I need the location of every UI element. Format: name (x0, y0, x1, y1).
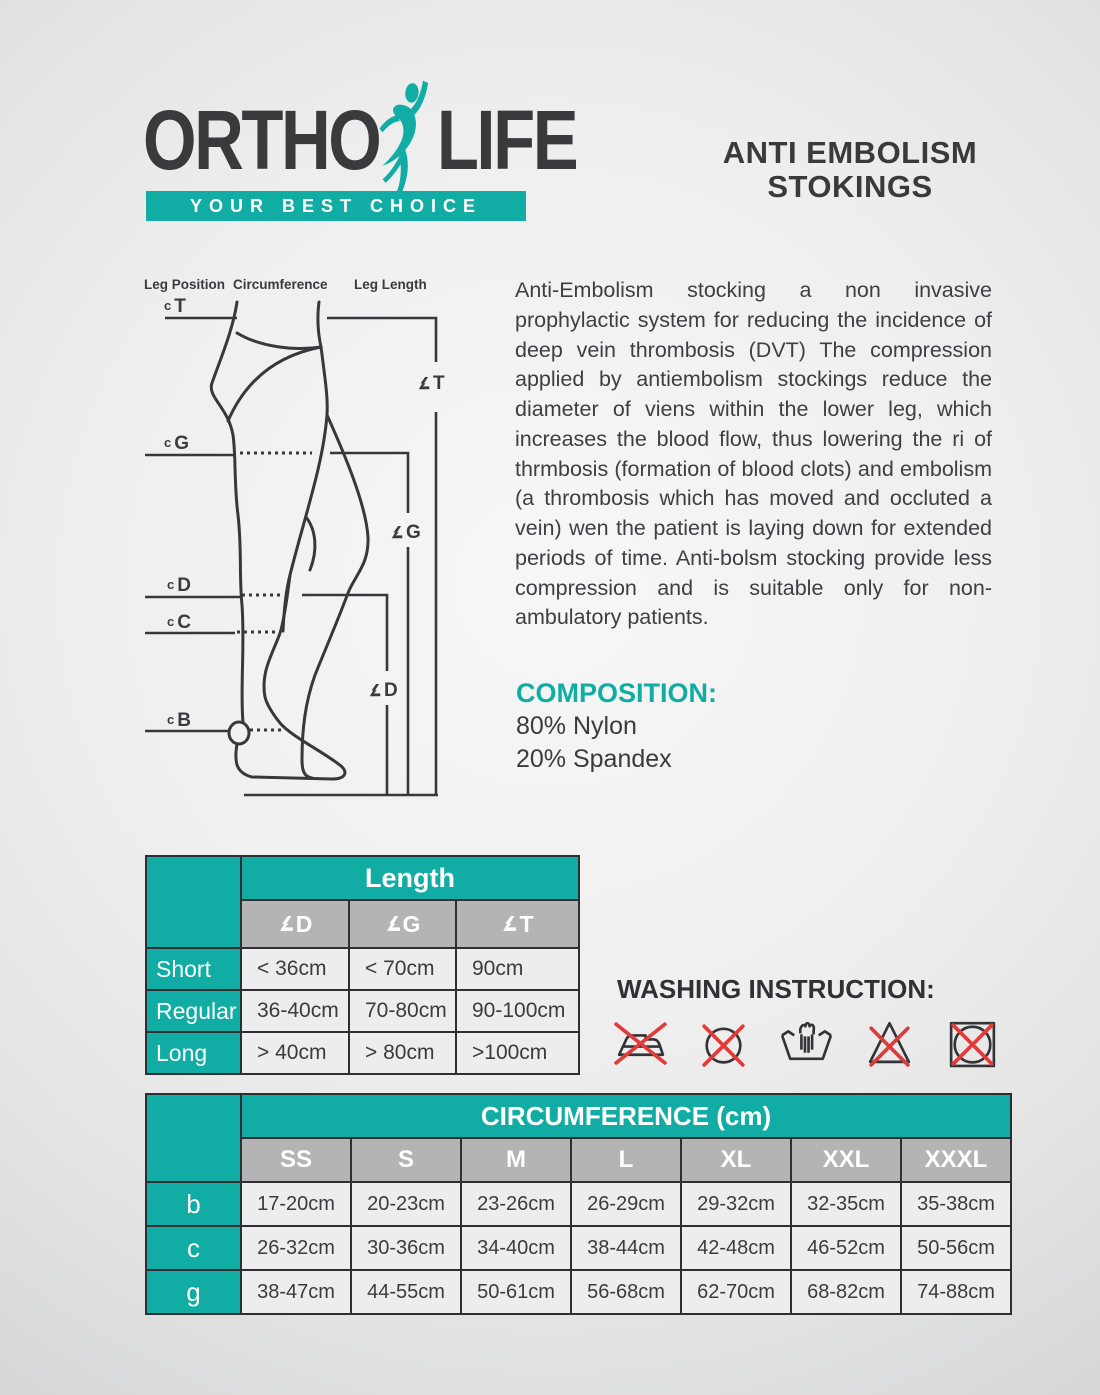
table-cell: 38-47cm (241, 1270, 351, 1314)
row-label-long: Long (146, 1032, 241, 1074)
length-angle-icon (368, 684, 382, 698)
table-cell: > 40cm (241, 1032, 349, 1074)
table-cell: 62-70cm (681, 1270, 791, 1314)
table-cell: 50-61cm (461, 1270, 571, 1314)
table-cell: 50-56cm (901, 1226, 1011, 1270)
table-row (146, 1138, 1011, 1182)
table-cell: 44-55cm (351, 1270, 461, 1314)
table-cell: 35-38cm (901, 1182, 1011, 1226)
table-cell: 90cm (456, 948, 579, 990)
table-row (146, 990, 579, 1032)
table-cell: 26-29cm (571, 1182, 681, 1226)
diagram-col-leg-position: Leg Position (144, 277, 225, 292)
position-label-cb: c B (167, 710, 191, 731)
table-cell: 34-40cm (461, 1226, 571, 1270)
length-table-title: Length (241, 856, 579, 900)
table-cell: 42-48cm (681, 1226, 791, 1270)
length-mark-t: T (417, 373, 445, 395)
table-cell: 70-80cm (349, 990, 456, 1032)
dancing-person-icon (378, 76, 439, 206)
size-col-m: M (461, 1138, 571, 1182)
brand-name-left: ORTHO (143, 93, 380, 187)
do-not-iron-icon (612, 1012, 669, 1069)
do-not-bleach-icon (861, 1012, 918, 1069)
brand-tagline: YOUR BEST CHOICE (189, 195, 483, 216)
table-cell: < 36cm (241, 948, 349, 990)
page-title-line2: STOKINGS (767, 169, 933, 205)
length-col-t: T (456, 900, 579, 948)
length-col-g: G (349, 900, 456, 948)
table-cell: 74-88cm (901, 1270, 1011, 1314)
table-cell: 23-26cm (461, 1182, 571, 1226)
position-label-cc: c C (167, 612, 191, 633)
size-col-ss: SS (241, 1138, 351, 1182)
row-label-short: Short (146, 948, 241, 990)
brand-name-right: LIFE (436, 93, 577, 187)
position-label-ct: c T (164, 296, 186, 317)
length-angle-icon (417, 377, 431, 391)
table-cell: 36-40cm (241, 990, 349, 1032)
product-description: Anti-Embolism stocking a non invasive prophylactic system for reducing the incidence of deep vein thrombosis (DVT) The compression applied by antiembolism stockings reduce the diameter of viens within the lower leg, which increases the blood flow, thus lowering the ri of thrmbosis (formation of blood clots) and embolism (a thrombosis which has moved and occluted a vein) wen the patient is laying down for extended periods of time. Anti-bolsm stocking provide less compression and is suitable only for non-ambulatory patients. (515, 278, 992, 630)
position-label-cd: c D (167, 575, 191, 596)
washing-icons (612, 1012, 1001, 1069)
table-cell: 90-100cm (456, 990, 579, 1032)
length-table (145, 855, 580, 1075)
size-col-s: S (351, 1138, 461, 1182)
do-not-dry-clean-icon (695, 1012, 752, 1069)
table-row (146, 1182, 1011, 1226)
composition-heading: COMPOSITION: (516, 678, 717, 708)
circumference-table-corner (146, 1094, 241, 1182)
page-title-line1: ANTI EMBOLISM (722, 135, 978, 170)
table-cell: 32-35cm (791, 1182, 901, 1226)
size-col-l: L (571, 1138, 681, 1182)
length-mark-g: G (390, 522, 421, 544)
circumference-table (145, 1093, 1012, 1315)
composition-item: 20% Spandex (516, 745, 672, 773)
table-cell: < 70cm (349, 948, 456, 990)
row-label-b: b (146, 1182, 241, 1226)
table-cell: 46-52cm (791, 1226, 901, 1270)
table-cell: 68-82cm (791, 1270, 901, 1314)
size-col-xl: XL (681, 1138, 791, 1182)
hand-wash-icon (778, 1012, 835, 1069)
leg-measurement-diagram (140, 275, 480, 815)
table-cell: 38-44cm (571, 1226, 681, 1270)
brand-logo (143, 93, 577, 206)
length-angle-icon (390, 526, 404, 540)
length-mark-d: D (368, 680, 398, 702)
length-angle-icon (385, 916, 402, 933)
size-col-xxl: XXL (791, 1138, 901, 1182)
row-label-c: c (146, 1226, 241, 1270)
size-col-xxxl: XXXL (901, 1138, 1011, 1182)
table-row (146, 1226, 1011, 1270)
table-cell: 56-68cm (571, 1270, 681, 1314)
table-cell: 26-32cm (241, 1226, 351, 1270)
page-title (660, 136, 1040, 204)
do-not-tumble-dry-icon (944, 1012, 1001, 1069)
length-table-corner (146, 856, 241, 948)
composition-item: 80% Nylon (516, 712, 637, 740)
table-cell: 20-23cm (351, 1182, 461, 1226)
row-label-regular: Regular (146, 990, 241, 1032)
circumference-table-title: CIRCUMFERENCE (cm) (241, 1094, 1011, 1138)
row-label-g: g (146, 1270, 241, 1314)
table-cell: 29-32cm (681, 1182, 791, 1226)
length-angle-icon (501, 916, 518, 933)
length-col-d: D (241, 900, 349, 948)
table-cell: > 80cm (349, 1032, 456, 1074)
table-row (146, 948, 579, 990)
table-cell: 17-20cm (241, 1182, 351, 1226)
washing-heading: WASHING INSTRUCTION: (617, 974, 935, 1004)
table-cell: 30-36cm (351, 1226, 461, 1270)
table-cell: >100cm (456, 1032, 579, 1074)
brand-tagline-band (146, 191, 526, 221)
table-row (146, 1032, 579, 1074)
diagram-col-circumference: Circumference (233, 277, 328, 292)
table-row (146, 1270, 1011, 1314)
length-angle-icon (278, 916, 295, 933)
position-label-cg: c G (164, 433, 190, 454)
diagram-col-leg-length: Leg Length (354, 277, 427, 292)
